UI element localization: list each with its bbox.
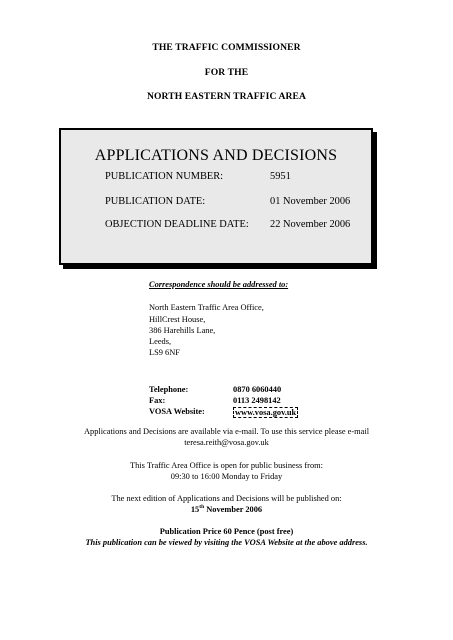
website-label: VOSA Website: <box>149 407 205 416</box>
objection-deadline-value: 22 November 2006 <box>270 219 351 230</box>
address-line: North Eastern Traffic Area Office, <box>149 303 264 312</box>
publication-date-value: 01 November 2006 <box>270 196 351 207</box>
publication-number-label: PUBLICATION NUMBER: <box>105 171 224 182</box>
next-edition-notice: The next edition of Applications and Decisions will be published on: <box>111 494 342 503</box>
fax-label: Fax: <box>149 396 166 405</box>
office-hours-notice: This Traffic Area Office is open for public business from: <box>130 461 323 470</box>
objection-deadline-row <box>105 219 351 230</box>
telephone-label: Telephone: <box>149 385 189 394</box>
document-title: APPLICATIONS AND DECISIONS <box>94 147 338 164</box>
telephone-row <box>149 385 282 394</box>
publication-price: Publication Price 60 Pence (post free) <box>159 527 294 536</box>
publication-info-box <box>59 128 373 265</box>
header-line-traffic-area: NORTH EASTERN TRAFFIC AREA <box>146 91 307 102</box>
email-notice: Applications and Decisions are available via e-mail. To use this service please e-mail <box>83 427 370 436</box>
office-hours: 09:30 to 16:00 Monday to Friday <box>170 472 283 481</box>
telephone-value: 0870 6060440 <box>233 385 282 394</box>
next-edition-month: November 2006 <box>204 504 263 514</box>
address-line: LS9 6NF <box>149 348 180 357</box>
fax-value: 0113 2498142 <box>233 396 281 405</box>
address-line: 386 Harehills Lane, <box>149 326 216 335</box>
address-line: HillCrest House, <box>149 315 206 324</box>
header-line-for-the: FOR THE <box>204 67 249 78</box>
header-line-commissioner: THE TRAFFIC COMMISSIONER <box>152 42 301 53</box>
website-row <box>149 407 297 417</box>
next-edition-day: 15 <box>190 504 200 514</box>
publication-number-value: 5951 <box>270 171 291 182</box>
website-link[interactable]: www.vosa.gov.uk <box>235 408 297 417</box>
next-edition-date <box>0 504 453 514</box>
website-note: This publication can be viewed by visiting the VOSA Website at the above address. <box>85 538 368 547</box>
publication-number-row <box>105 171 291 182</box>
address-line: Leeds, <box>149 337 172 346</box>
publication-date-label: PUBLICATION DATE: <box>105 196 206 207</box>
correspondence-heading: Correspondence should be addressed to: <box>149 280 289 289</box>
objection-deadline-label: OBJECTION DEADLINE DATE: <box>105 219 249 230</box>
publication-date-row <box>105 196 351 207</box>
next-edition-day-suffix: th <box>199 504 205 510</box>
fax-row <box>149 396 281 405</box>
email-address[interactable]: teresa.reith@vosa.gov.uk <box>184 438 269 447</box>
